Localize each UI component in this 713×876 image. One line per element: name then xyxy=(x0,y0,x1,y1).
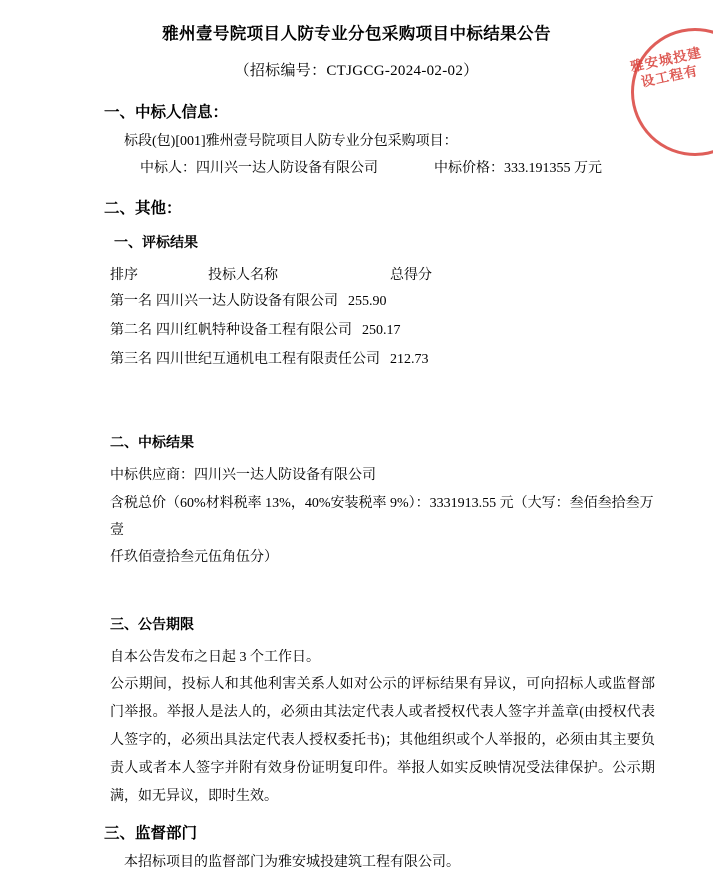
section-heading-supervision: 三、监督部门 xyxy=(104,824,198,842)
row-score: 212.73 xyxy=(390,351,429,367)
row-rank: 第一名 xyxy=(110,294,152,310)
document-page xyxy=(0,22,713,871)
page-title: 雅州壹号院项目人防专业分包采购项目中标结果公告 xyxy=(162,24,551,43)
row-score: 250.17 xyxy=(362,323,401,339)
row-bidder-name: 四川世纪互通机电工程有限责任公司 xyxy=(156,351,380,367)
subsection-heading-evaluation: 一、评标结果 xyxy=(114,236,198,252)
winner-label: 中标人： xyxy=(140,161,196,177)
subsection-heading-result: 二、中标结果 xyxy=(110,436,194,452)
winner-text xyxy=(52,155,378,182)
bid-price-value: 333.191355 万元 xyxy=(504,161,602,177)
table-row xyxy=(52,288,661,317)
total-amount-line: 含税总价（60%材料税率 13%，40%安装税率 9%）：3331913.55 元（大写：叁佰叁拾叁万壹 xyxy=(110,495,654,538)
section-heading-notice-period: 三、公告期限 xyxy=(110,617,194,633)
spacer xyxy=(52,374,661,416)
section-heading-winner-info: 一、中标人信息： xyxy=(104,103,229,121)
row-rank: 第二名 xyxy=(110,323,152,339)
winning-supplier-line: 中标供应商：四川兴一达人防设备有限公司 xyxy=(110,468,376,484)
winner-row xyxy=(52,155,661,182)
bid-price xyxy=(434,157,602,177)
table-row xyxy=(52,346,661,375)
row-score: 255.90 xyxy=(348,294,387,310)
notice-period-line: 自本公告发布之日起 3 个工作日。 xyxy=(110,649,320,665)
supervision-line: 本招标项目的监督部门为雅安城投建筑工程有限公司。 xyxy=(124,854,460,870)
column-header-bidder: 投标人名称 xyxy=(208,268,278,284)
seal-text: 雅安城投建设工程有 xyxy=(629,44,704,90)
section-heading-other: 二、其他： xyxy=(104,200,182,218)
notice-body: 公示期间，投标人和其他利害关系人如对公示的评标结果有异议，可向招标人或监督部门举报。举报人是法人的，必须由其法定代表人或者授权代表人签字并盖章(由授权代表人签字的，必须出具法定代表人授权委托书)；其他组织或个人举报的，必须由其主要负责人或者本人签字并附有效身份证明复印件。举报人如实反映情况受法律保护。公示期满，如无异议，即时生效。 xyxy=(110,676,655,804)
winner-name: 四川兴一达人防设备有限公司 xyxy=(196,161,378,177)
row-rank: 第三名 xyxy=(110,351,152,367)
spacer xyxy=(52,572,661,598)
column-header-score: 总得分 xyxy=(390,268,432,284)
row-bidder-name: 四川红帆特种设备工程有限公司 xyxy=(156,323,352,339)
row-bidder-name: 四川兴一达人防设备有限公司 xyxy=(156,294,338,310)
table-header xyxy=(52,264,661,284)
lot-line: 标段(包)[001]雅州壹号院项目人防专业分包采购项目： xyxy=(124,133,458,149)
total-amount-line-2: 仟玖佰壹拾叁元伍角伍分） xyxy=(110,550,278,566)
document-number: （招标编号：CTJGCG-2024-02-02） xyxy=(234,62,479,79)
column-header-rank: 排序 xyxy=(110,268,138,284)
bid-price-label: 中标价格： xyxy=(434,161,504,177)
table-row xyxy=(52,317,661,346)
